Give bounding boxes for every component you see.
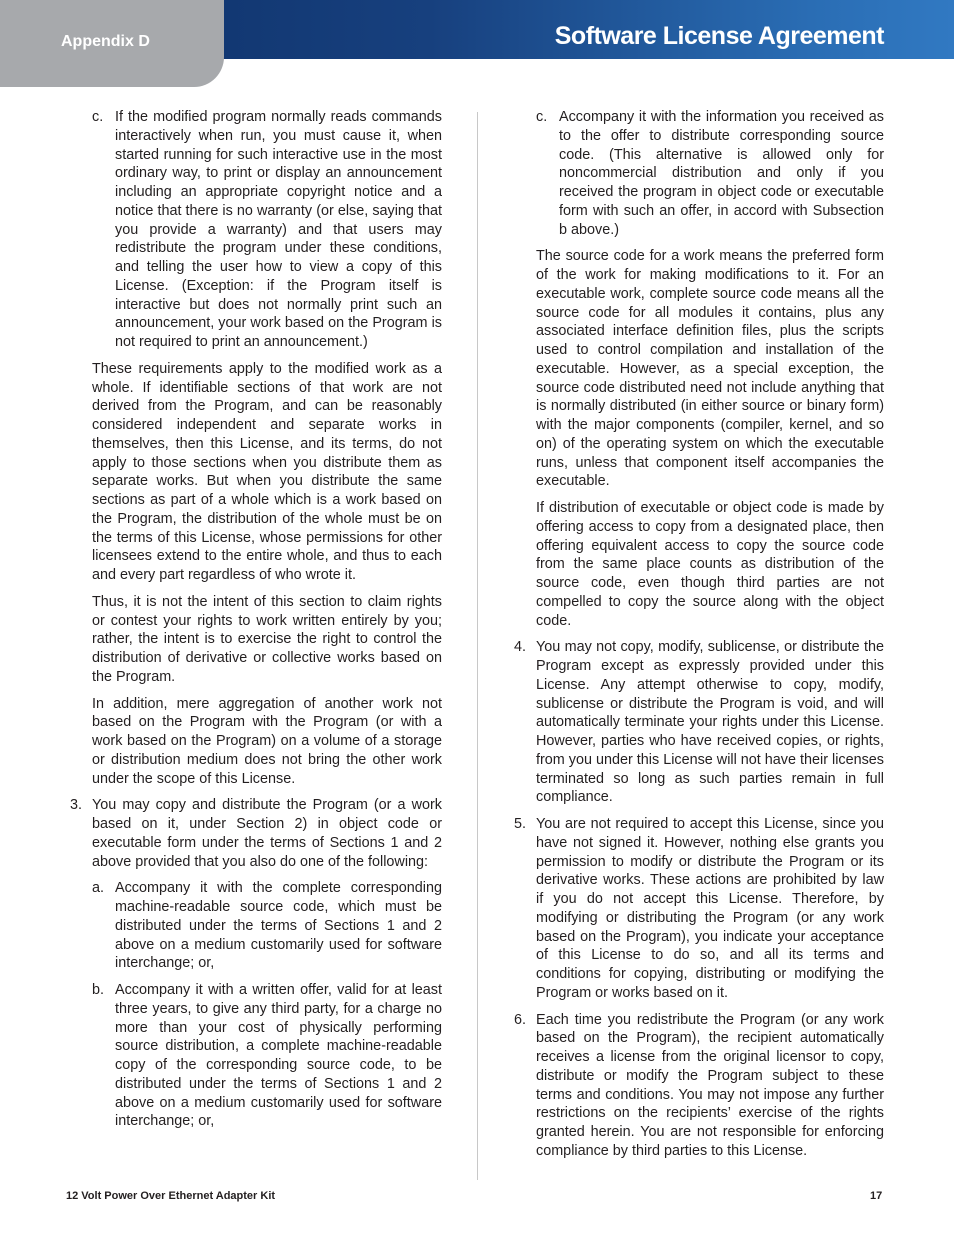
section-label: Appendix D — [61, 33, 150, 50]
section-tab — [0, 0, 224, 87]
paragraph: These requirements apply to the modified work as a whole. If identifiable sections of that work are not derived from the Program, and can be reasonably considered independent and separate works in themselves, then this License, and its terms, do not apply to those sections when you distribute them as separate works. But when you distribute the same sections as part of a whole which is a work based on the Program, the distribution of the whole must be on the terms of this License, whose permissions for other licensees extend to the entire whole, and thus to each and every part regardless of who wrote it. — [92, 360, 442, 583]
left-column — [66, 108, 442, 1139]
list-marker: c. — [536, 109, 548, 125]
column-divider — [477, 112, 478, 1180]
list-item — [66, 981, 442, 1131]
list-item-text: If the modified program normally reads commands interactively when run, you must cause it, when started running for such interactive use in the most ordinary way, to print or display an announcement including an appropriate copyright notice and a notice that there is no warranty (or else, saying that you provide a warranty) and that users may redistribute the program under these conditions, and telling the user how to view a copy of this License. (Exception: if the Program itself is interactive but does not normally print such an announcement, your work based on the Program is not required to print an announcement.) — [115, 109, 442, 350]
page-title: Software License Agreement — [554, 22, 884, 50]
paragraph: If distribution of executable or object code is made by offering access to copy from a designated place, then offering equivalent access to copy the source code from the same place counts as distribution of the source code, even though third parties are not compelled to copy the source along with the object code. — [536, 500, 884, 629]
list-item-text: Accompany it with the complete corresponding machine-readable source code, which must be distributed under the terms of Sections 1 and 2 above on a medium customarily used for software interchange; or, — [115, 880, 442, 972]
list-item-text: You may not copy, modify, sublicense, or distribute the Program except as expressly provided under this License. Any attempt otherwise to copy, modify, sublicense or distribute the Program is void, and will automatically terminate your rights under this License. However, parties who have received copies, or rights, from you under this License will not have their licenses terminated so long as such parties remain in full compliance. — [536, 639, 884, 806]
list-marker: b. — [92, 982, 105, 998]
list-item — [66, 879, 442, 973]
list-item — [510, 108, 884, 239]
list-marker: 4. — [514, 639, 527, 656]
list-item — [510, 638, 884, 807]
list-item-text: You are not required to accept this License, since you have not signed it. However, nothing else grants you permission to modify or distribute the Program or its derivative works. These actions are prohibited by law if you do not accept this License. Therefore, by modifying or distributing the Program (or any work based on the Program), you indicate your acceptance of this License to do so, and all its terms and conditions for copying, distributing or modifying the Program or works based on it. — [536, 816, 884, 1001]
list-marker: a. — [92, 880, 105, 897]
list-marker: c. — [92, 109, 104, 125]
list-marker: 5. — [514, 816, 527, 832]
list-item — [510, 1011, 884, 1161]
list-item-text: Accompany it with a written offer, valid for at least three years, to give any third party, for a charge no more than your cost of physically performing source distribution, a complete machine-readable copy of the corresponding source code, to be distributed under the terms of Sections 1 and 2 above on a medium customarily used for software interchange; or, — [115, 982, 442, 1130]
list-marker: 3. — [70, 797, 83, 814]
list-item-text: You may copy and distribute the Program (or a work based on it, under Section 2) in object code or executable form under the terms of Sections 1 and 2 above provided that you also do one of the following: — [92, 797, 442, 870]
paragraph: The source code for a work means the preferred form of the work for making modifications to it. For an executable work, complete source code means all the source code for all modules it contains, plus any associated interface definition files, plus the scripts used to control compilation and installation of the executable. However, as a special exception, the source code distributed need not include anything that is normally distributed (in either source or binary form) with the major components (compiler, kernel, and so on) of the operating system on which the executable runs, unless that component itself accompanies the executable. — [536, 248, 884, 490]
list-marker: 6. — [514, 1011, 527, 1028]
list-item — [66, 796, 442, 871]
list-item — [510, 815, 884, 1003]
page-number: 17 — [870, 1190, 883, 1202]
paragraph: In addition, mere aggregation of another work not based on the Program with the Program (or with a work based on the Program) on a volume of a storage or distribution medium does not bring the other work under the scope of this License. — [92, 695, 442, 787]
footer-product-name: 12 Volt Power Over Ethernet Adapter Kit — [66, 1190, 276, 1202]
paragraph: Thus, it is not the intent of this section to claim rights or contest your rights to work written entirely by you; rather, the intent is to exercise the right to control the distribution of derivative or collective works based on the Program. — [92, 593, 442, 685]
list-item — [66, 108, 442, 352]
right-column — [510, 108, 884, 1169]
list-item-text: Accompany it with the information you received as to the offer to distribute corresponding source code. (This alternative is allowed only for noncommercial distribution and only if you received the program in object code or executable form with such an offer, in accord with Subsection b above.) — [559, 109, 884, 238]
list-item-text: Each time you redistribute the Program (or any work based on the Program), the recipient automatically receives a license from the original licensor to copy, distribute or modify the Program subject to these terms and conditions. You may not impose any further restrictions on the recipients’ exercise of the rights granted herein. You are not responsible for enforcing compliance by third parties to this License. — [536, 1011, 884, 1159]
